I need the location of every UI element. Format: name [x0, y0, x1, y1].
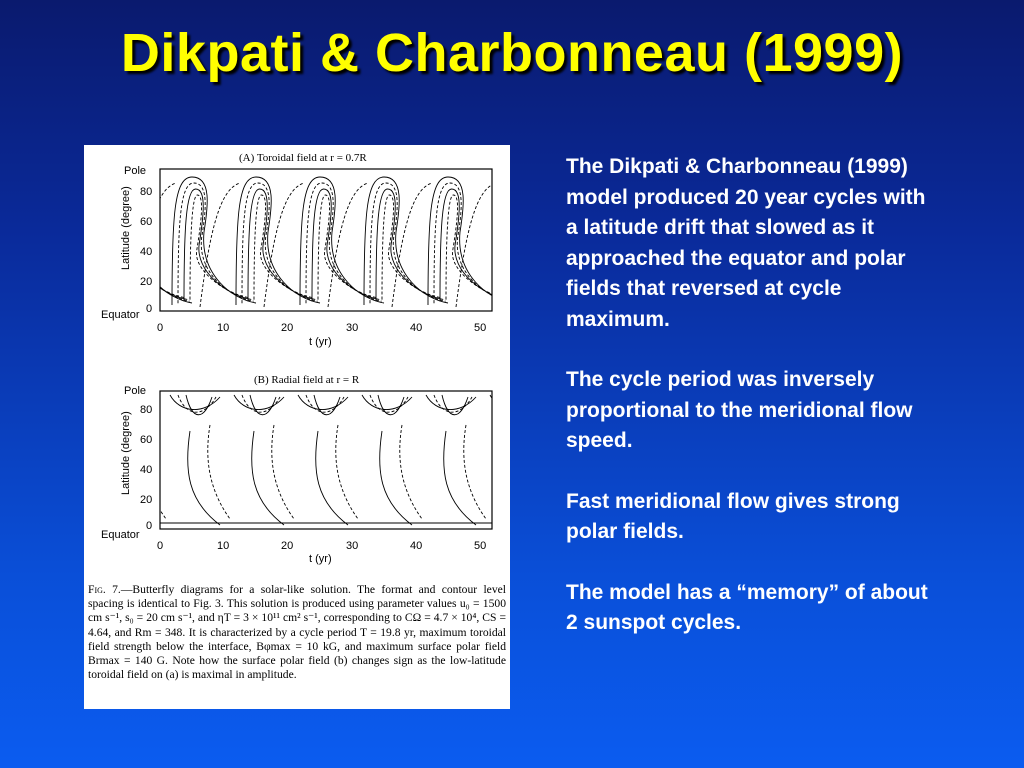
panel-a-ytick: 60	[140, 216, 153, 228]
radial-contour	[186, 395, 212, 415]
toroidal-contour	[312, 189, 379, 301]
panel-a-xtick: 30	[346, 322, 359, 334]
toroidal-contour	[126, 195, 185, 300]
radial-contour	[252, 431, 284, 525]
toroidal-contour	[328, 183, 368, 307]
panel-b-ytick: 20	[140, 494, 153, 506]
radial-contour	[336, 425, 358, 519]
radial-contour	[316, 431, 348, 525]
figure-caption-text: —Butterfly diagrams for a solar-like solution. The format and contour level spacing is identical to Fig. 3. This solution is produced using parameter values u₀ = 1500 cm s⁻¹, s₀ = 20 cm s⁻¹, and ηT = 3 × 10¹¹ cm² s⁻¹, corresponding to CΩ = 4.7 × 10⁴, CS = 4.64, and Rm = 348. It is characterized by a cycle period T = 19.8 yr, maximum toroidal field strength below the interface, Bφmax = 10 kG, and maximum surface polar field Brmax = 140 G. Note how the surface polar field (b) changes sign as the low-latitude toroidal field on (a) is maximal in amplitude.	[88, 583, 506, 682]
toroidal-contour	[200, 183, 240, 307]
toroidal-contour	[376, 189, 443, 301]
toroidal-contour	[434, 183, 510, 303]
panel-a-ytick: 20	[140, 276, 153, 288]
radial-contour	[464, 425, 486, 519]
slide-body	[566, 152, 936, 669]
radial-contour	[380, 431, 412, 525]
toroidal-contour	[492, 177, 510, 305]
panel-b-xlabel: t (yr)	[309, 553, 332, 565]
panel-a-xtick: 20	[281, 322, 294, 334]
panel-b-ytick: 40	[140, 464, 153, 476]
panel-a-ylabel: Latitude (degree)	[120, 186, 132, 270]
panel-a-xtick: 10	[217, 322, 230, 334]
toroidal-contour	[248, 189, 315, 301]
body-paragraph: The model has a “memory” of about 2 sunspot cycles.	[566, 580, 928, 634]
panel-b-ytick: 0	[146, 520, 153, 532]
panel-b-xtick: 40	[410, 540, 423, 552]
radial-contour	[444, 431, 476, 525]
toroidal-contour	[498, 183, 510, 303]
toroidal-contour	[136, 183, 176, 307]
radial-contour	[272, 425, 294, 519]
figure-caption	[88, 583, 506, 682]
panel-a-equator-label: Equator	[101, 309, 140, 321]
figure-caption-label: Fig. 7.	[88, 583, 121, 596]
panel-a-ytick: 80	[140, 186, 153, 198]
panel-a-contours	[108, 177, 510, 307]
panel-a-title: (A) Toroidal field at r = 0.7R	[239, 152, 367, 164]
radial-contour	[208, 425, 230, 519]
radial-contour	[490, 395, 510, 410]
panel-b-ylabel: Latitude (degree)	[120, 411, 132, 495]
toroidal-contour	[456, 183, 496, 307]
panel-b-frame	[160, 391, 492, 529]
toroidal-contour	[264, 183, 304, 307]
panel-b-ytick: 60	[140, 434, 153, 446]
radial-contour	[508, 431, 510, 525]
radial-contour	[378, 395, 404, 415]
radial-contour	[400, 425, 422, 519]
slide-title: Dikpati & Charbonneau (1999)	[120, 23, 904, 83]
butterfly-diagram-figure	[84, 145, 510, 709]
panel-b-contours	[106, 395, 510, 525]
toroidal-contour	[392, 183, 432, 307]
panel-a-ytick: 40	[140, 246, 153, 258]
panel-a-pole-label: Pole	[124, 165, 147, 177]
panel-a-ytick: 0	[146, 303, 153, 315]
toroidal-contour	[184, 189, 251, 301]
panel-a-xlabel: t (yr)	[309, 336, 332, 348]
panel-a-xtick: 0	[157, 322, 164, 334]
toroidal-contour	[440, 189, 507, 301]
panel-a-xtick: 40	[410, 322, 423, 334]
body-paragraph: Fast meridional flow gives strong polar fields.	[566, 489, 900, 543]
body-paragraph: The Dikpati & Charbonneau (1999) model produced 20 year cycles with a latitude drift that slowed as it approached the equator and polar fields that reversed at cycle maximum.	[566, 155, 926, 331]
panel-b-equator-label: Equator	[101, 529, 140, 541]
radial-contour	[188, 431, 220, 525]
toroidal-contour	[504, 189, 510, 301]
panel-b-xtick: 20	[281, 540, 294, 552]
panel-b-ytick: 80	[140, 404, 153, 416]
panel-b-xtick: 0	[157, 540, 164, 552]
radial-contour	[250, 395, 276, 415]
radial-contour	[498, 395, 510, 412]
panel-b-pole-label: Pole	[124, 385, 147, 397]
radial-contour	[506, 395, 510, 415]
panel-b-xtick: 50	[474, 540, 487, 552]
panel-b-xtick: 30	[346, 540, 359, 552]
radial-contour	[314, 395, 340, 415]
panel-a-xtick: 50	[474, 322, 487, 334]
panel-b-xtick: 10	[217, 540, 230, 552]
panel-b-title: (B) Radial field at r = R	[254, 374, 360, 386]
radial-contour	[442, 395, 468, 415]
body-paragraph: The cycle period was inversely proportional to the meridional flow speed.	[566, 368, 913, 452]
